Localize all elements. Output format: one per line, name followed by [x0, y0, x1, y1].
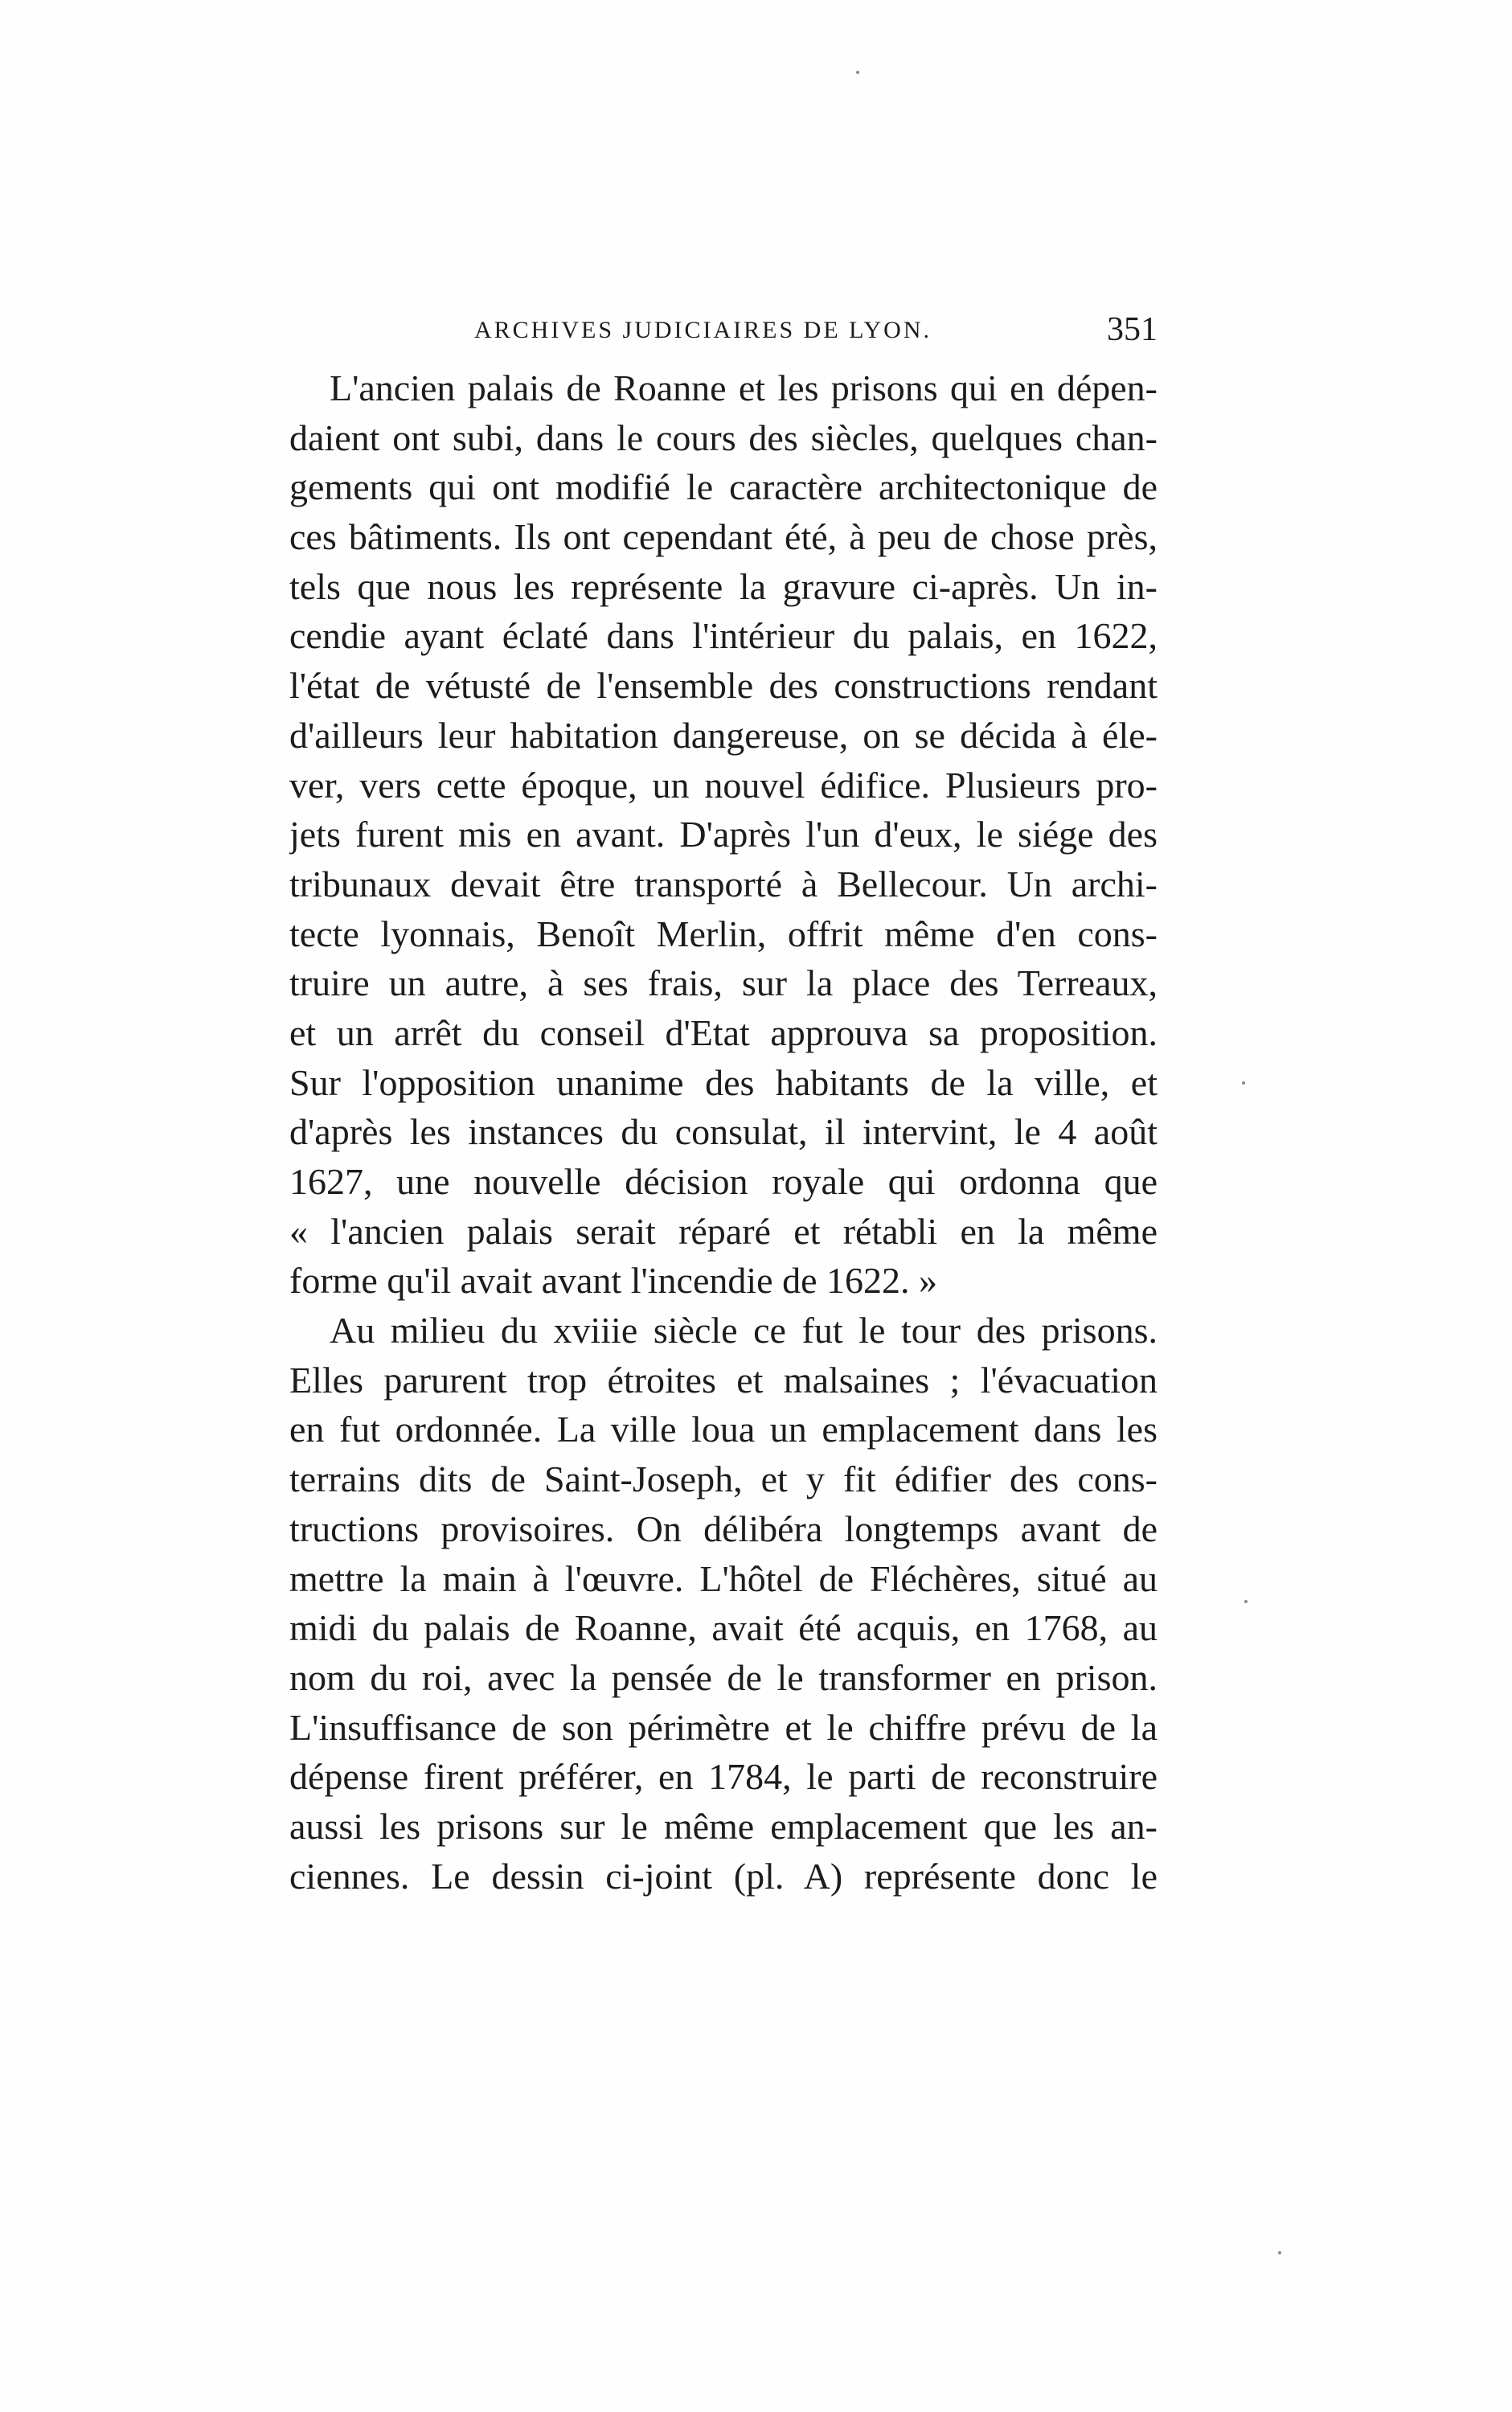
- text-line: terrains dits de Saint-Joseph, et y fit édifier des cons-: [289, 1458, 1158, 1500]
- text-line: Elles parurent trop étroites et malsaines ; l'évacuation: [289, 1359, 1158, 1401]
- text-line: ces bâtiments. Ils ont cependant été, à peu de chose près,: [289, 516, 1158, 558]
- text-line: jets furent mis en avant. D'après l'un d'eux, le siége des: [289, 814, 1158, 855]
- paper-speck: [1242, 1081, 1245, 1085]
- text-line: d'ailleurs leur habitation dangereuse, on se décida à éle-: [289, 714, 1158, 756]
- page-number: 351: [1107, 311, 1158, 348]
- text-line: 1627, une nouvelle décision royale qui ordonna que: [289, 1161, 1158, 1202]
- text-line: tecte lyonnais, Benoît Merlin, offrit même d'en cons-: [289, 913, 1158, 954]
- body-text: [289, 363, 1158, 1901]
- text-line: ver, vers cette époque, un nouvel édifice. Plusieurs pro-: [289, 764, 1158, 806]
- text-line: d'après les instances du consulat, il intervint, le 4 août: [289, 1111, 1158, 1153]
- running-title: ARCHIVES JUDICIAIRES DE LYON.: [474, 317, 932, 343]
- text-line: l'état de vétusté de l'ensemble des constructions rendant: [289, 665, 1158, 707]
- text-line: en fut ordonnée. La ville loua un emplacement dans les: [289, 1409, 1158, 1450]
- text-line: nom du roi, avec la pensée de le transformer en prison.: [289, 1656, 1158, 1698]
- running-head: [289, 311, 1158, 365]
- text-line: aussi les prisons sur le même emplacement que les an-: [289, 1805, 1158, 1847]
- text-line: cendie ayant éclaté dans l'intérieur du palais, en 1622,: [289, 615, 1158, 657]
- text-line: L'insuffisance de son périmètre et le chiffre prévu de la: [289, 1706, 1158, 1748]
- text-line: Sur l'opposition unanime des habitants de la ville, et: [289, 1061, 1158, 1103]
- text-line: « l'ancien palais serait réparé et rétabli en la même: [289, 1210, 1158, 1252]
- text-line: gements qui ont modifié le caractère architectonique de: [289, 466, 1158, 508]
- text-line: midi du palais de Roanne, avait été acquis, en 1768, au: [289, 1607, 1158, 1649]
- text-line: dépense firent préférer, en 1784, le parti de reconstruire: [289, 1756, 1158, 1798]
- text-line: et un arrêt du conseil d'Etat approuva sa proposition.: [289, 1011, 1158, 1053]
- text-line: truire un autre, à ses frais, sur la place des Terreaux,: [289, 962, 1158, 1004]
- text-line: L'ancien palais de Roanne et les prisons qui en dépen-: [330, 367, 1158, 408]
- text-line: forme qu'il avait avant l'incendie de 1622. »: [289, 1260, 937, 1302]
- paper-speck: [1244, 1600, 1248, 1603]
- text-line: tribunaux devait être transporté à Bellecour. Un archi-: [289, 863, 1158, 904]
- text-line: daient ont subi, dans le cours des siècles, quelques chan-: [289, 416, 1158, 458]
- text-line: ciennes. Le dessin ci-joint (pl. A) représente donc le: [289, 1855, 1158, 1897]
- text-line: mettre la main à l'œuvre. L'hôtel de Fléchères, situé au: [289, 1557, 1158, 1599]
- paper-speck: [1278, 2251, 1281, 2254]
- text-line: tructions provisoires. On délibéra longtemps avant de: [289, 1508, 1158, 1549]
- text-line: tels que nous les représente la gravure ci-après. Un in-: [289, 565, 1158, 607]
- paper-speck: [856, 71, 859, 74]
- text-line: Au milieu du xviiie siècle ce fut le tour des prisons.: [330, 1310, 1158, 1352]
